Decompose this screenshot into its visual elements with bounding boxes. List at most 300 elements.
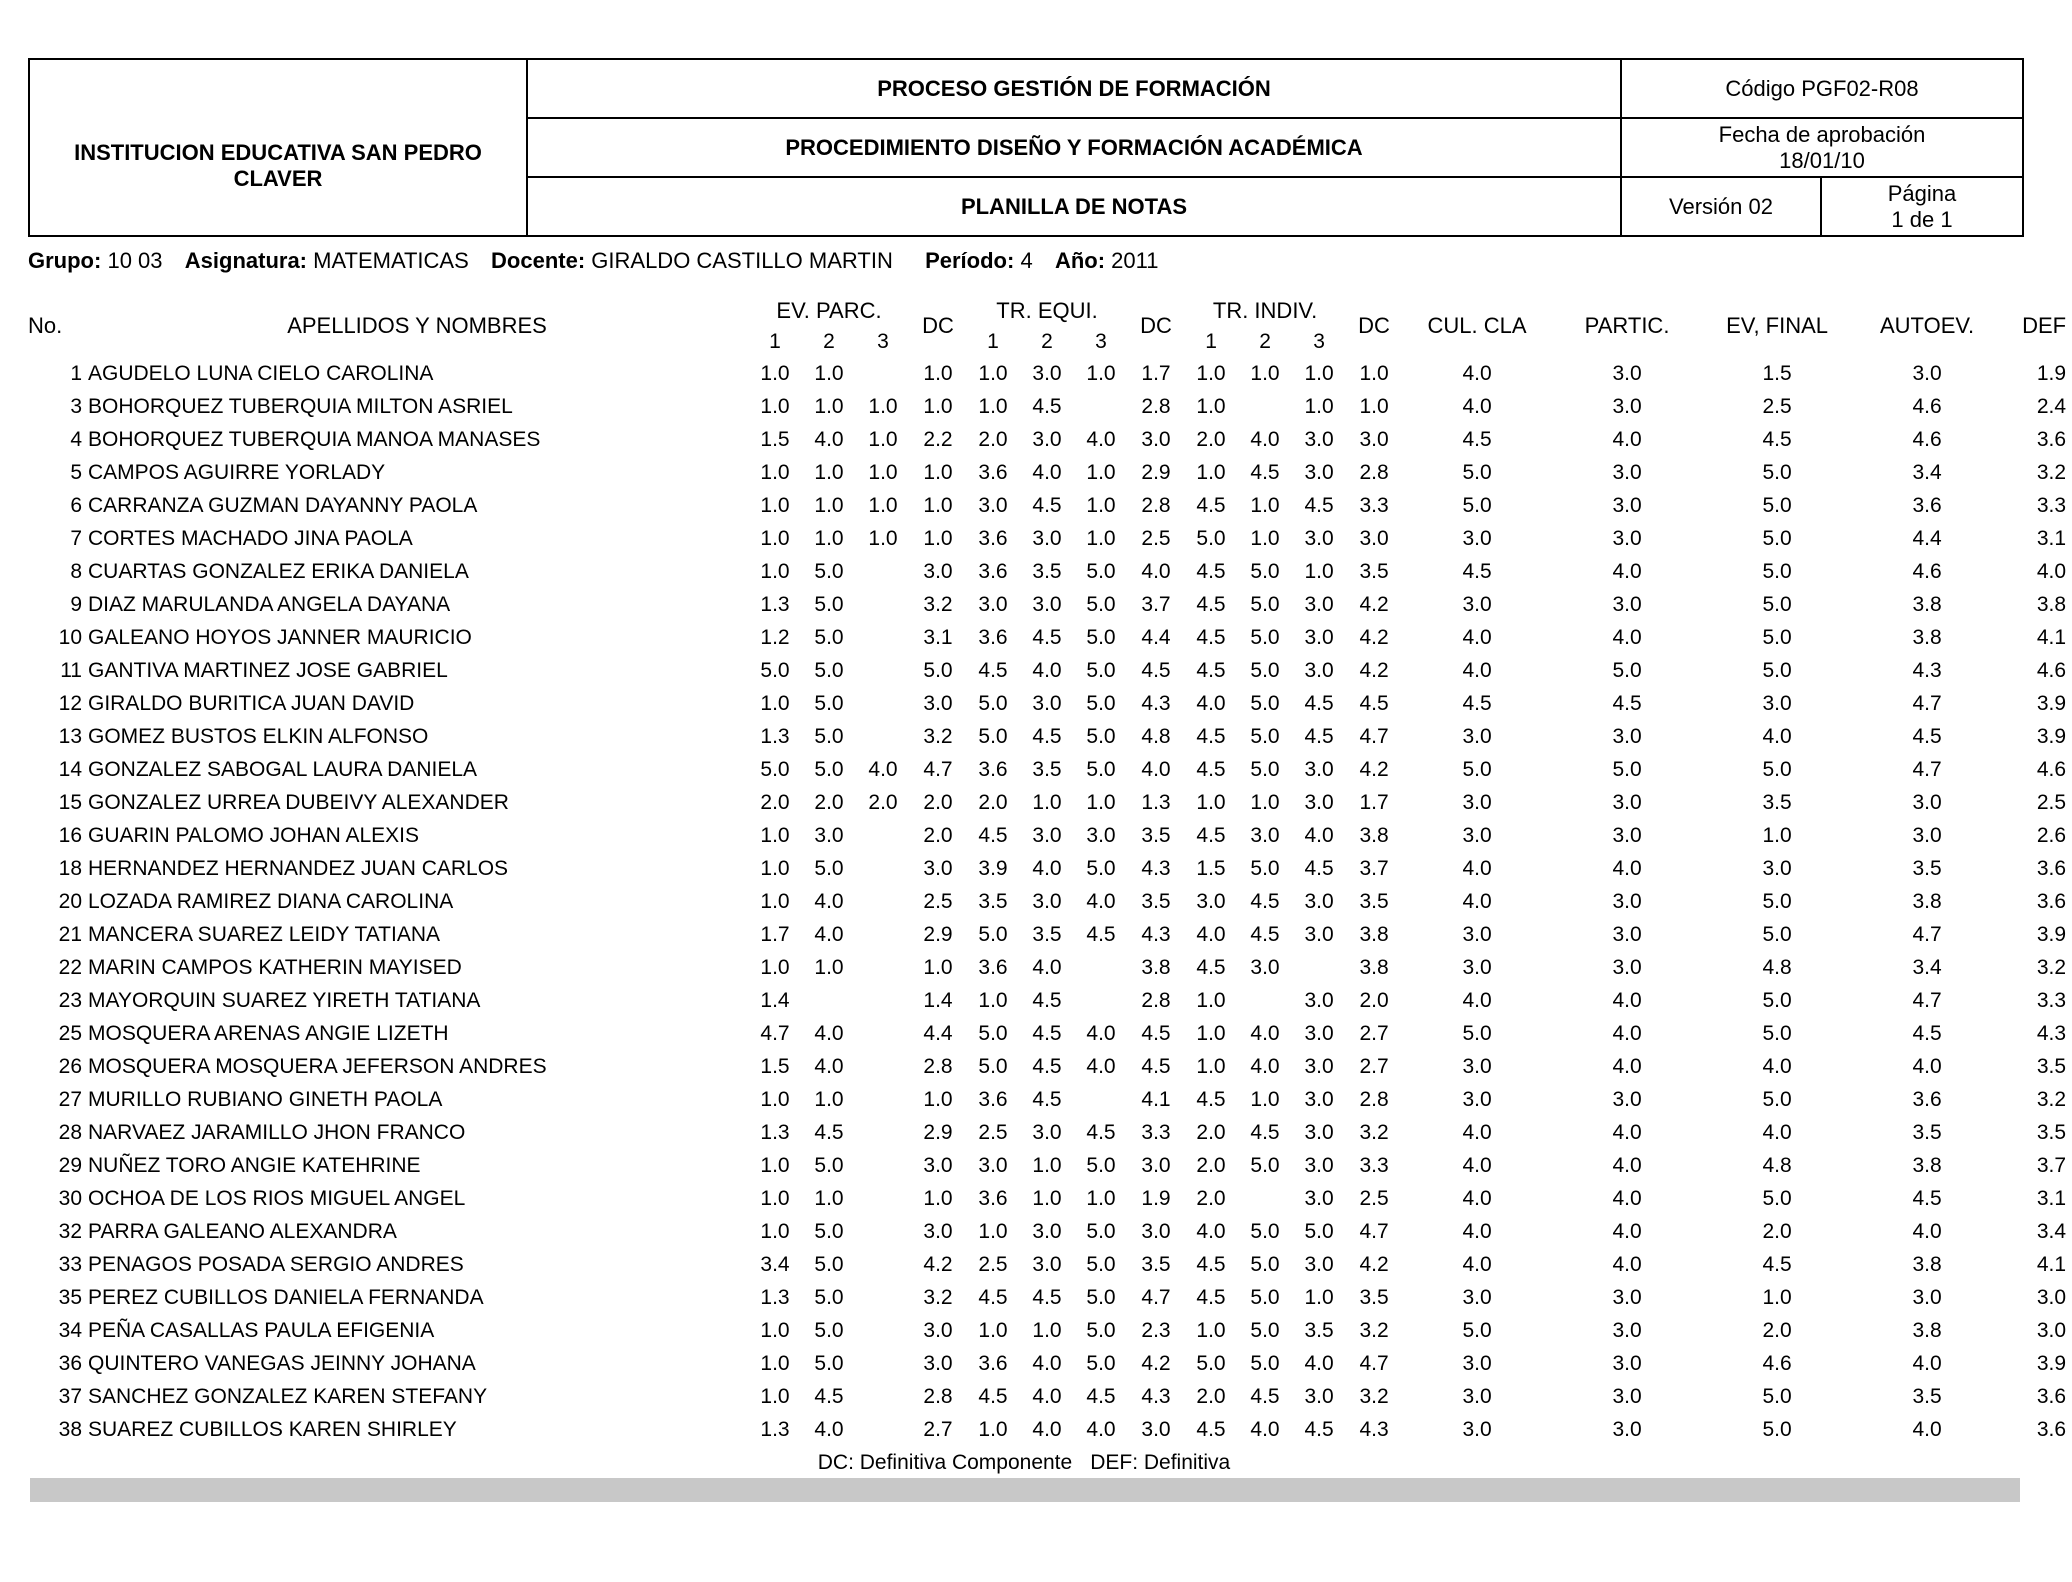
tr-indiv-2: 4.0 [1250,1055,1280,1078]
dc-tr-equi: 3.8 [1141,956,1171,979]
ev-parc-2: 1.0 [814,1088,844,1111]
tr-indiv-1: 2.0 [1196,1121,1226,1144]
student-name: PEÑA CASALLAS PAULA EFIGENIA [88,1319,435,1342]
ev-parc-1: 1.0 [760,1088,790,1111]
col-dc-tr-equi: DC [1140,312,1172,338]
ev-parc-1: 1.0 [760,1187,790,1210]
autoev: 3.0 [1912,362,1942,385]
ev-parc-3: 1.0 [868,461,898,484]
ev-final: 5.0 [1762,494,1792,517]
tr-indiv-1: 1.0 [1196,1055,1226,1078]
legend-def: DEF: Definitiva [1090,1451,1231,1474]
ev-parc-3 [856,819,910,852]
ev-parc-3 [856,1314,910,1347]
tr-indiv-1: 1.0 [1196,362,1226,385]
col-autoev: AUTOEV. [1879,312,1975,338]
procedure-title: PROCEDIMIENTO DISEÑO Y FORMACIÓN ACADÉMICA [527,118,1621,177]
dc-tr-indiv: 3.7 [1359,857,1389,880]
cul-cla: 4.0 [1462,857,1492,880]
col-ev-parc-1: 1 [769,330,781,353]
tr-indiv-2: 5.0 [1250,1220,1280,1243]
def: 3.5 [2036,1121,2067,1144]
student-no: 22 [58,956,82,979]
ev-final: 5.0 [1762,1385,1792,1408]
ev-parc-2: 1.0 [814,494,844,517]
tr-indiv-1: 2.0 [1196,1154,1226,1177]
table-row [28,654,2072,687]
dc-ev-parc: 4.2 [923,1253,953,1276]
ev-parc-2: 4.0 [814,1022,844,1045]
table-row [28,951,2072,984]
def: 2.4 [2036,395,2067,418]
tr-equi-1: 2.0 [978,428,1008,451]
student-no: 21 [58,923,82,946]
approval-date-cell [1621,118,2023,177]
autoev: 3.5 [1912,857,1942,880]
ev-final: 5.0 [1762,527,1792,550]
tr-indiv-2: 4.0 [1250,1418,1280,1441]
page-label: Página [1887,180,1957,206]
student-no: 32 [58,1220,82,1243]
partic: 4.0 [1612,560,1642,583]
document-header [28,58,2024,237]
ev-parc-1: 1.2 [760,626,790,649]
tr-indiv-3: 3.0 [1304,593,1334,616]
tr-indiv-3: 3.0 [1304,626,1334,649]
ev-parc-2: 5.0 [814,626,844,649]
dc-tr-indiv: 4.2 [1359,659,1389,682]
student-no: 9 [70,593,82,616]
dc-ev-parc: 3.0 [923,1220,953,1243]
partic: 3.0 [1612,1319,1642,1342]
ev-parc-2: 5.0 [814,1352,844,1375]
ev-final: 5.0 [1762,560,1792,583]
col-tr-indiv-2: 2 [1259,330,1271,353]
tr-equi-3: 5.0 [1086,758,1116,781]
tr-equi-3: 1.0 [1086,461,1116,484]
tr-indiv-3: 4.5 [1304,1418,1334,1441]
dc-tr-indiv: 4.2 [1359,1253,1389,1276]
dc-ev-parc: 2.0 [923,824,953,847]
student-name: MAYORQUIN SUAREZ YIRETH TATIANA [88,989,481,1012]
tr-indiv-3: 4.5 [1304,692,1334,715]
ev-parc-3 [856,555,910,588]
tr-indiv-2: 3.0 [1250,824,1280,847]
tr-indiv-2 [1238,390,1292,423]
partic: 4.0 [1612,989,1642,1012]
tr-equi-1: 3.6 [978,1187,1008,1210]
table-row [28,885,2072,918]
student-no: 20 [58,890,82,913]
tr-indiv-1: 2.0 [1196,1187,1226,1210]
ev-final: 5.0 [1762,923,1792,946]
dc-tr-equi: 4.8 [1141,725,1171,748]
table-row [28,819,2072,852]
cul-cla: 3.0 [1462,1418,1492,1441]
student-no: 37 [58,1385,82,1408]
partic: 4.0 [1612,1220,1642,1243]
ev-parc-3 [856,1083,910,1116]
table-row [28,720,2072,753]
dc-tr-indiv: 3.5 [1359,560,1389,583]
student-no: 25 [58,1022,82,1045]
student-name: SANCHEZ GONZALEZ KAREN STEFANY [88,1385,488,1408]
ev-parc-1: 3.4 [760,1253,790,1276]
ev-parc-2: 4.0 [814,923,844,946]
ev-final: 4.0 [1762,725,1792,748]
cul-cla: 5.0 [1462,1319,1492,1342]
ev-parc-2: 5.0 [814,1319,844,1342]
dc-tr-equi: 3.7 [1141,593,1171,616]
tr-equi-1: 1.0 [978,989,1008,1012]
cul-cla: 4.0 [1462,1121,1492,1144]
tr-equi-1: 3.9 [978,857,1008,880]
ev-final: 1.5 [1762,362,1792,385]
tr-equi-3: 5.0 [1086,593,1116,616]
tr-equi-1: 1.0 [978,395,1008,418]
ev-final: 4.6 [1762,1352,1792,1375]
tr-equi-1: 3.6 [978,626,1008,649]
ev-final: 5.0 [1762,626,1792,649]
cul-cla: 5.0 [1462,461,1492,484]
dc-ev-parc: 3.0 [923,560,953,583]
student-no: 13 [58,725,82,748]
table-row [28,786,2072,819]
autoev: 3.0 [1912,1286,1942,1309]
student-no: 16 [58,824,82,847]
student-no: 38 [58,1418,82,1441]
def: 1.9 [2036,362,2067,385]
col-partic: PARTIC. [1584,312,1670,338]
tr-equi-2: 4.5 [1032,494,1062,517]
def: 3.6 [2036,890,2067,913]
student-name: PEREZ CUBILLOS DANIELA FERNANDA [88,1286,484,1309]
tr-indiv-3: 3.0 [1304,923,1334,946]
student-no: 12 [58,692,82,715]
student-name: GONZALEZ URREA DUBEIVY ALEXANDER [88,791,509,814]
ev-parc-1: 5.0 [760,758,790,781]
dc-tr-indiv: 2.7 [1359,1055,1389,1078]
cul-cla: 4.0 [1462,1154,1492,1177]
tr-equi-2: 4.5 [1032,1055,1062,1078]
def: 3.3 [2036,494,2067,517]
cul-cla: 4.0 [1462,362,1492,385]
cul-cla: 4.0 [1462,1220,1492,1243]
col-tr-equi-2: 2 [1041,330,1053,353]
dc-ev-parc: 3.2 [923,1286,953,1309]
def: 3.6 [2036,1385,2067,1408]
ev-parc-2: 4.0 [814,890,844,913]
table-row [28,1083,2072,1116]
tr-indiv-2: 5.0 [1250,692,1280,715]
cul-cla: 5.0 [1462,494,1492,517]
autoev: 4.5 [1912,725,1942,748]
student-name: GONZALEZ SABOGAL LAURA DANIELA [88,758,478,781]
autoev: 3.8 [1912,890,1942,913]
cul-cla: 3.0 [1462,1286,1492,1309]
dc-ev-parc: 2.8 [923,1055,953,1078]
def: 2.5 [2036,791,2067,814]
dc-ev-parc: 2.8 [923,1385,953,1408]
tr-indiv-2: 5.0 [1250,725,1280,748]
ev-parc-3: 1.0 [868,395,898,418]
ev-parc-1: 1.0 [760,527,790,550]
dc-tr-indiv: 2.8 [1359,1088,1389,1111]
dc-tr-equi: 3.5 [1141,1253,1171,1276]
ev-parc-3 [856,1017,910,1050]
autoev: 3.4 [1912,461,1942,484]
dc-tr-equi: 4.5 [1141,1022,1171,1045]
ev-final: 4.8 [1762,956,1792,979]
tr-equi-2: 3.0 [1032,692,1062,715]
student-no: 10 [58,626,82,649]
ev-parc-2: 5.0 [814,1220,844,1243]
tr-equi-1: 3.6 [978,461,1008,484]
cul-cla: 3.0 [1462,527,1492,550]
autoev: 4.6 [1912,428,1942,451]
dc-tr-indiv: 3.8 [1359,923,1389,946]
cul-cla: 3.0 [1462,1055,1492,1078]
ev-parc-1: 2.0 [760,791,790,814]
ev-final: 1.0 [1762,1286,1792,1309]
def: 3.0 [2036,1319,2067,1342]
student-name: BOHORQUEZ TUBERQUIA MANOA MANASES [88,428,541,451]
tr-equi-3: 4.5 [1086,1121,1116,1144]
dc-tr-indiv: 4.7 [1359,1352,1389,1375]
group-label: Grupo: [28,248,102,273]
dc-tr-indiv: 4.3 [1359,1418,1389,1441]
student-name: GANTIVA MARTINEZ JOSE GABRIEL [88,659,448,682]
def: 3.7 [2036,1154,2067,1177]
dc-tr-equi: 3.0 [1141,1154,1171,1177]
tr-indiv-3: 3.0 [1304,659,1334,682]
tr-indiv-3: 5.0 [1304,1220,1334,1243]
partic: 3.0 [1612,791,1642,814]
ev-parc-1: 1.3 [760,1286,790,1309]
autoev: 3.8 [1912,626,1942,649]
dc-tr-equi: 4.2 [1141,1352,1171,1375]
tr-indiv-3: 1.0 [1304,1286,1334,1309]
dc-tr-equi: 1.9 [1141,1187,1171,1210]
document-code: Código PGF02-R08 [1621,59,2023,118]
ev-parc-3 [856,1149,910,1182]
period-value: 4 [1020,248,1033,273]
tr-equi-1: 5.0 [978,725,1008,748]
ev-parc-2: 5.0 [814,593,844,616]
ev-final: 5.0 [1762,461,1792,484]
ev-parc-1: 1.0 [760,692,790,715]
dc-ev-parc: 2.9 [923,1121,953,1144]
tr-indiv-2: 4.0 [1250,1022,1280,1045]
ev-parc-3: 1.0 [868,494,898,517]
tr-equi-3: 5.0 [1086,1352,1116,1375]
student-name: NUÑEZ TORO ANGIE KATEHRINE [88,1154,421,1177]
tr-equi-2: 3.0 [1032,1121,1062,1144]
student-name: CORTES MACHADO JINA PAOLA [88,527,413,550]
approval-date: 18/01/10 [1779,147,1865,173]
tr-equi-2: 3.0 [1032,890,1062,913]
tr-indiv-2: 4.5 [1250,461,1280,484]
ev-final: 4.0 [1762,1121,1792,1144]
ev-parc-2: 5.0 [814,560,844,583]
tr-indiv-3: 3.0 [1304,1385,1334,1408]
dc-tr-indiv: 1.7 [1359,791,1389,814]
table-row [28,357,2072,390]
ev-parc-2: 1.0 [814,395,844,418]
tr-equi-1: 3.6 [978,1352,1008,1375]
tr-indiv-1: 3.0 [1196,890,1226,913]
tr-indiv-3: 4.5 [1304,494,1334,517]
col-dc-ev-parc: DC [922,312,954,338]
student-no: 5 [70,461,82,484]
ev-parc-1: 1.0 [760,1319,790,1342]
ev-parc-1: 1.3 [760,1418,790,1441]
tr-equi-1: 3.6 [978,527,1008,550]
tr-equi-3: 4.0 [1086,1055,1116,1078]
tr-indiv-3: 1.0 [1304,362,1334,385]
ev-final: 5.0 [1762,659,1792,682]
tr-equi-1: 1.0 [978,1418,1008,1441]
dc-ev-parc: 3.2 [923,593,953,616]
dc-tr-equi: 2.5 [1141,527,1171,550]
autoev: 4.7 [1912,758,1942,781]
dc-tr-equi: 4.3 [1141,692,1171,715]
tr-indiv-2: 5.0 [1250,1352,1280,1375]
ev-parc-2: 5.0 [814,1154,844,1177]
ev-parc-2: 5.0 [814,1253,844,1276]
ev-final: 5.0 [1762,758,1792,781]
dc-tr-indiv: 3.3 [1359,1154,1389,1177]
tr-equi-1: 3.6 [978,1088,1008,1111]
ev-parc-1: 1.0 [760,1154,790,1177]
student-no: 6 [70,494,82,517]
tr-equi-3: 1.0 [1086,527,1116,550]
cul-cla: 4.5 [1462,692,1492,715]
dc-tr-equi: 4.0 [1141,758,1171,781]
table-row [28,423,2072,456]
ev-parc-1: 4.7 [760,1022,790,1045]
tr-equi-2: 4.0 [1032,461,1062,484]
partic: 5.0 [1612,758,1642,781]
autoev: 3.0 [1912,824,1942,847]
ev-parc-3 [856,1215,910,1248]
ev-parc-2: 5.0 [814,725,844,748]
def: 3.4 [2036,1220,2067,1243]
cul-cla: 4.0 [1462,659,1492,682]
tr-equi-2: 4.0 [1032,1352,1062,1375]
tr-indiv-2: 4.5 [1250,890,1280,913]
ev-parc-1: 1.3 [760,593,790,616]
tr-equi-2: 4.5 [1032,626,1062,649]
partic: 3.0 [1612,593,1642,616]
def: 3.8 [2036,593,2067,616]
ev-parc-2: 4.5 [814,1121,844,1144]
dc-tr-indiv: 3.5 [1359,890,1389,913]
ev-parc-3 [856,621,910,654]
tr-equi-1: 1.0 [978,1319,1008,1342]
tr-indiv-2: 1.0 [1250,494,1280,517]
tr-indiv-2: 4.5 [1250,1121,1280,1144]
tr-equi-3: 5.0 [1086,560,1116,583]
student-name: PARRA GALEANO ALEXANDRA [88,1220,397,1243]
tr-indiv-2: 5.0 [1250,593,1280,616]
tr-indiv-1: 4.5 [1196,1253,1226,1276]
autoev: 4.5 [1912,1187,1942,1210]
tr-equi-2: 4.5 [1032,1286,1062,1309]
dc-tr-indiv: 4.2 [1359,758,1389,781]
tr-equi-2: 1.0 [1032,1319,1062,1342]
ev-parc-3 [856,654,910,687]
ev-parc-2: 4.0 [814,1418,844,1441]
dc-ev-parc: 1.0 [923,395,953,418]
version: Versión 02 [1621,177,1821,236]
dc-tr-indiv: 4.7 [1359,725,1389,748]
ev-parc-2: 1.0 [814,461,844,484]
tr-equi-1: 4.5 [978,659,1008,682]
ev-final: 5.0 [1762,1418,1792,1441]
table-row [28,1215,2072,1248]
autoev: 4.6 [1912,560,1942,583]
ev-final: 2.0 [1762,1220,1792,1243]
cul-cla: 4.5 [1462,428,1492,451]
dc-tr-indiv: 3.2 [1359,1319,1389,1342]
tr-equi-1: 3.0 [978,494,1008,517]
dc-tr-equi: 2.9 [1141,461,1171,484]
student-name: GIRALDO BURITICA JUAN DAVID [88,692,415,715]
student-name: AGUDELO LUNA CIELO CAROLINA [88,362,434,385]
tr-equi-3: 4.0 [1086,890,1116,913]
dc-ev-parc: 3.0 [923,1154,953,1177]
student-name: GALEANO HOYOS JANNER MAURICIO [88,626,472,649]
dc-ev-parc: 1.0 [923,362,953,385]
subject-label: Asignatura: [184,248,308,273]
legend-footnote [0,1451,2048,1475]
tr-equi-1: 5.0 [978,1055,1008,1078]
table-row [28,390,2072,423]
tr-equi-3 [1074,390,1128,423]
table-row [28,1281,2072,1314]
dc-ev-parc: 3.0 [923,692,953,715]
table-row [28,1413,2072,1446]
partic: 3.0 [1612,494,1642,517]
dc-ev-parc: 1.4 [923,989,953,1012]
autoev: 3.4 [1912,956,1942,979]
tr-indiv-1: 4.5 [1196,956,1226,979]
ev-parc-3 [856,885,910,918]
dc-ev-parc: 1.0 [923,956,953,979]
student-name: PENAGOS POSADA SERGIO ANDRES [88,1253,464,1276]
student-name: MANCERA SUAREZ LEIDY TATIANA [88,923,441,946]
col-def: DEF [2022,312,2067,338]
tr-indiv-1: 5.0 [1196,527,1226,550]
cul-cla: 3.0 [1462,1385,1492,1408]
dc-tr-equi: 3.5 [1141,824,1171,847]
tr-indiv-3: 3.0 [1304,428,1334,451]
partic: 4.0 [1612,1022,1642,1045]
page-number-cell [1821,177,2023,236]
ev-parc-2: 4.0 [814,428,844,451]
tr-equi-3: 3.0 [1086,824,1116,847]
dc-tr-indiv: 3.3 [1359,494,1389,517]
tr-indiv-1: 4.0 [1196,692,1226,715]
tr-equi-2: 3.0 [1032,428,1062,451]
tr-equi-2: 1.0 [1032,791,1062,814]
tr-equi-1: 2.0 [978,791,1008,814]
dc-tr-equi: 3.0 [1141,428,1171,451]
process-title: PROCESO GESTIÓN DE FORMACIÓN [527,59,1621,118]
cul-cla: 4.0 [1462,1187,1492,1210]
col-tr-equi: TR. EQUI. [996,297,1098,323]
